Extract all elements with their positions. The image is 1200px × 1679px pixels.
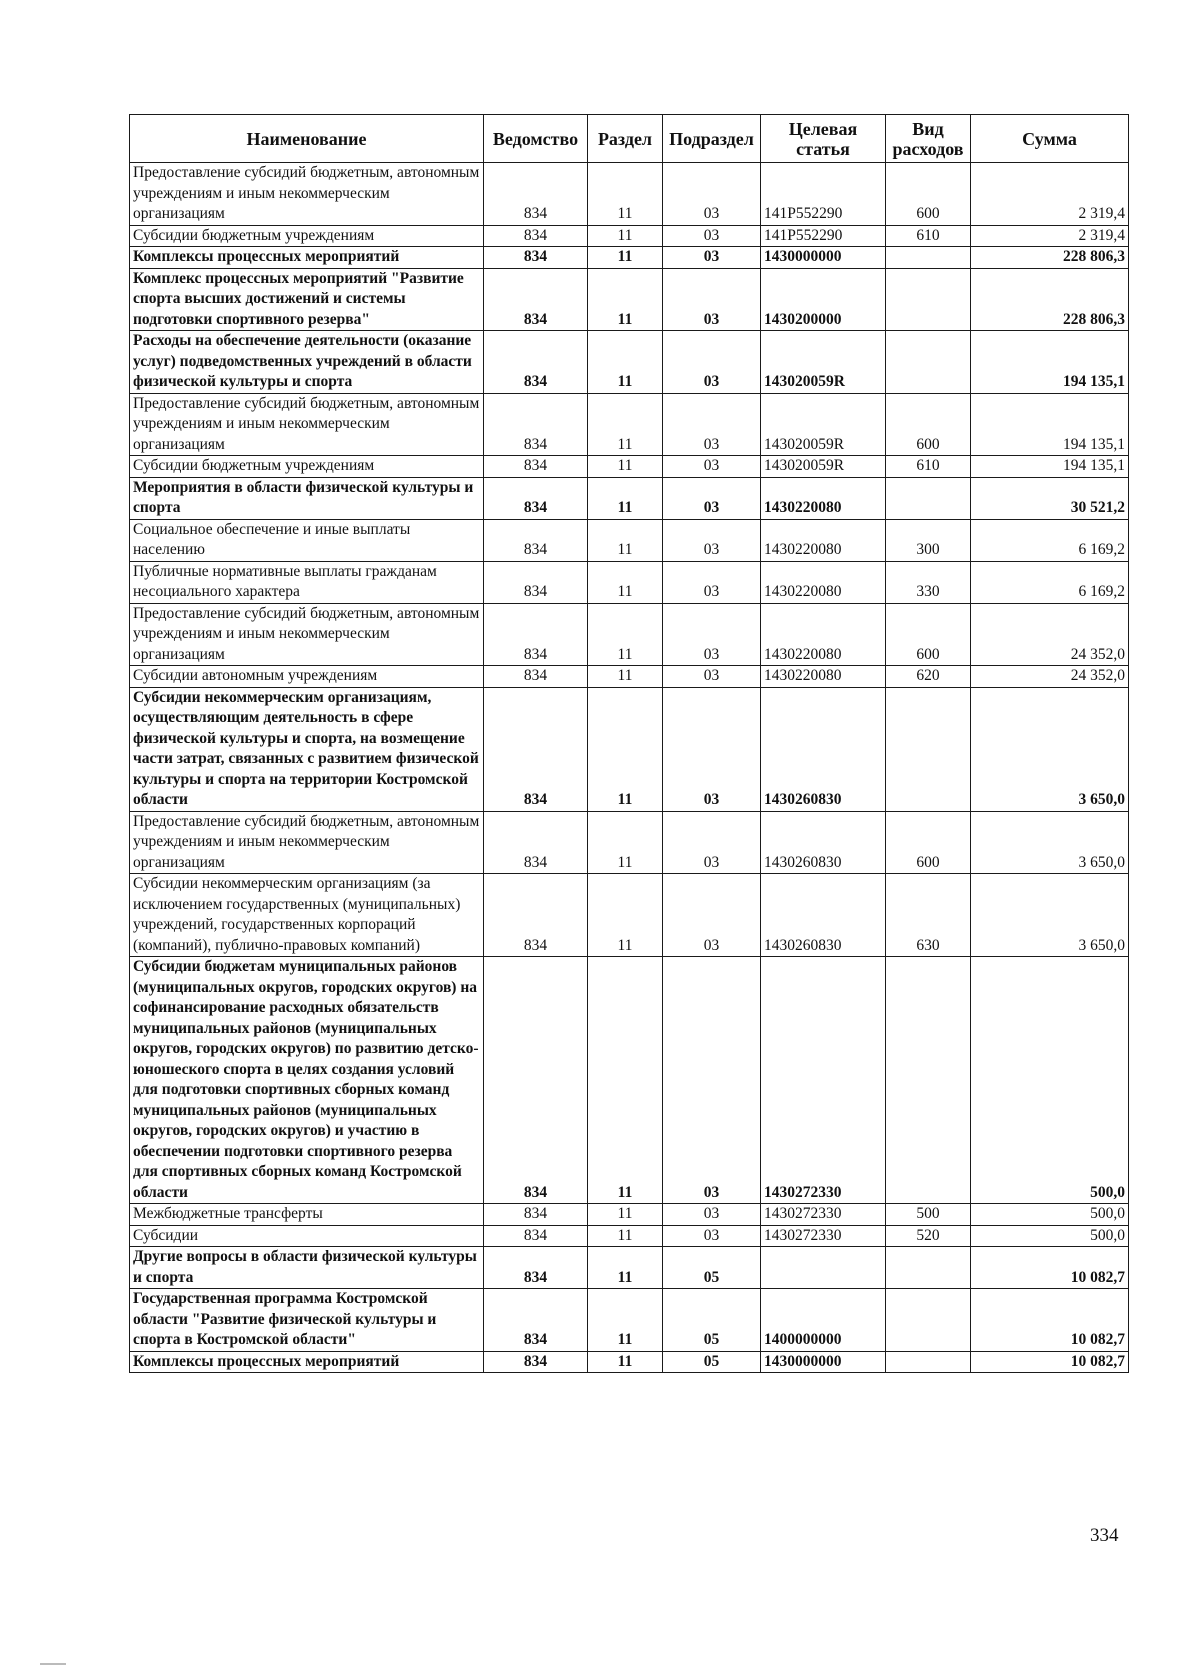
table-row (130, 477, 1129, 519)
table-header (130, 115, 1129, 163)
table-row (130, 1351, 1129, 1373)
cell-podrazdel: 03 (663, 811, 761, 874)
cell-vedomstvo: 834 (484, 603, 588, 666)
cell-vid: 630 (886, 874, 971, 957)
cell-vedomstvo: 834 (484, 163, 588, 226)
cell-celevaya: 1430220080 (761, 477, 886, 519)
cell-podrazdel: 03 (663, 519, 761, 561)
cell-name: Субсидии бюджетным учреждениям (130, 456, 484, 478)
cell-podrazdel: 03 (663, 268, 761, 331)
cell-name: Комплекс процессных мероприятий "Развитие спорта высших достижений и системы подготовки спортивного резерва" (130, 268, 484, 331)
table-row (130, 456, 1129, 478)
header-razdel: Раздел (588, 115, 663, 163)
cell-podrazdel: 03 (663, 603, 761, 666)
cell-vid: 610 (886, 225, 971, 247)
cell-celevaya: 1400000000 (761, 1289, 886, 1352)
cell-vid (886, 331, 971, 394)
cell-vid: 600 (886, 393, 971, 456)
cell-vedomstvo: 834 (484, 561, 588, 603)
cell-razdel: 11 (588, 561, 663, 603)
cell-razdel: 11 (588, 1351, 663, 1373)
cell-vedomstvo: 834 (484, 456, 588, 478)
cell-podrazdel: 03 (663, 687, 761, 811)
cell-name: Социальное обеспечение и иные выплаты населению (130, 519, 484, 561)
cell-razdel: 11 (588, 225, 663, 247)
cell-razdel: 11 (588, 811, 663, 874)
cell-vid (886, 957, 971, 1204)
cell-podrazdel: 03 (663, 957, 761, 1204)
cell-name: Государственная программа Костромской области "Развитие физической культуры и спорта в Костромской области" (130, 1289, 484, 1352)
cell-vedomstvo: 834 (484, 1225, 588, 1247)
cell-razdel: 11 (588, 393, 663, 456)
cell-vedomstvo: 834 (484, 874, 588, 957)
cell-celevaya: 1430272330 (761, 1225, 886, 1247)
cell-razdel: 11 (588, 957, 663, 1204)
cell-name: Межбюджетные трансферты (130, 1204, 484, 1226)
cell-vedomstvo: 834 (484, 519, 588, 561)
cell-summa: 30 521,2 (971, 477, 1129, 519)
cell-vedomstvo: 834 (484, 1204, 588, 1226)
cell-podrazdel: 05 (663, 1247, 761, 1289)
cell-podrazdel: 03 (663, 331, 761, 394)
table-row (130, 393, 1129, 456)
cell-summa: 24 352,0 (971, 603, 1129, 666)
cell-summa: 500,0 (971, 957, 1129, 1204)
cell-name: Субсидии (130, 1225, 484, 1247)
cell-name: Предоставление субсидий бюджетным, автономным учреждениям и иным некоммерческим организациям (130, 163, 484, 226)
cell-vedomstvo: 834 (484, 666, 588, 688)
cell-summa: 3 650,0 (971, 687, 1129, 811)
cell-celevaya: 143020059R (761, 393, 886, 456)
cell-summa: 2 319,4 (971, 225, 1129, 247)
cell-razdel: 11 (588, 456, 663, 478)
cell-celevaya: 1430220080 (761, 666, 886, 688)
table-row (130, 519, 1129, 561)
table-row (130, 268, 1129, 331)
cell-celevaya (761, 1247, 886, 1289)
table-row (130, 687, 1129, 811)
cell-vid (886, 687, 971, 811)
table-row (130, 163, 1129, 226)
cell-razdel: 11 (588, 687, 663, 811)
cell-podrazdel: 03 (663, 874, 761, 957)
cell-podrazdel: 03 (663, 456, 761, 478)
header-podrazdel: Подраздел (663, 115, 761, 163)
cell-podrazdel: 03 (663, 1225, 761, 1247)
cell-vid (886, 247, 971, 269)
cell-vedomstvo: 834 (484, 477, 588, 519)
cell-vedomstvo: 834 (484, 1289, 588, 1352)
cell-name: Комплексы процессных мероприятий (130, 1351, 484, 1373)
cell-vid: 300 (886, 519, 971, 561)
cell-name: Комплексы процессных мероприятий (130, 247, 484, 269)
cell-summa: 228 806,3 (971, 247, 1129, 269)
cell-podrazdel: 03 (663, 393, 761, 456)
cell-podrazdel: 03 (663, 666, 761, 688)
cell-name: Предоставление субсидий бюджетным, автономным учреждениям и иным некоммерческим организациям (130, 393, 484, 456)
cell-podrazdel: 03 (663, 477, 761, 519)
cell-vedomstvo: 834 (484, 331, 588, 394)
cell-podrazdel: 03 (663, 163, 761, 226)
cell-razdel: 11 (588, 331, 663, 394)
table-row (130, 225, 1129, 247)
cell-celevaya: 1430272330 (761, 957, 886, 1204)
cell-podrazdel: 03 (663, 225, 761, 247)
cell-summa: 3 650,0 (971, 811, 1129, 874)
cell-vedomstvo: 834 (484, 247, 588, 269)
cell-razdel: 11 (588, 666, 663, 688)
cell-summa: 194 135,1 (971, 456, 1129, 478)
cell-celevaya: 1430272330 (761, 1204, 886, 1226)
cell-razdel: 11 (588, 163, 663, 226)
cell-vid: 600 (886, 811, 971, 874)
cell-name: Субсидии бюджетным учреждениям (130, 225, 484, 247)
table-row (130, 247, 1129, 269)
header-summa: Сумма (971, 115, 1129, 163)
cell-razdel: 11 (588, 603, 663, 666)
cell-razdel: 11 (588, 247, 663, 269)
cell-summa: 194 135,1 (971, 393, 1129, 456)
cell-summa: 6 169,2 (971, 561, 1129, 603)
cell-name: Субсидии автономным учреждениям (130, 666, 484, 688)
cell-celevaya: 1430220080 (761, 561, 886, 603)
cell-celevaya: 141P552290 (761, 163, 886, 226)
cell-name: Предоставление субсидий бюджетным, автономным учреждениям и иным некоммерческим организациям (130, 811, 484, 874)
cell-vid (886, 1247, 971, 1289)
cell-razdel: 11 (588, 1247, 663, 1289)
cell-razdel: 11 (588, 874, 663, 957)
cell-celevaya: 1430220080 (761, 519, 886, 561)
cell-vid: 600 (886, 163, 971, 226)
cell-vid: 500 (886, 1204, 971, 1226)
cell-celevaya: 141P552290 (761, 225, 886, 247)
cell-vid (886, 1289, 971, 1352)
cell-summa: 3 650,0 (971, 874, 1129, 957)
cell-vid: 520 (886, 1225, 971, 1247)
header-name: Наименование (130, 115, 484, 163)
cell-summa: 24 352,0 (971, 666, 1129, 688)
cell-name: Предоставление субсидий бюджетным, автономным учреждениям и иным некоммерческим организациям (130, 603, 484, 666)
cell-vedomstvo: 834 (484, 687, 588, 811)
table-row (130, 603, 1129, 666)
cell-summa: 194 135,1 (971, 331, 1129, 394)
header-vedomstvo: Ведомство (484, 115, 588, 163)
table-row (130, 1247, 1129, 1289)
cell-summa: 500,0 (971, 1225, 1129, 1247)
cell-podrazdel: 03 (663, 1204, 761, 1226)
cell-podrazdel: 03 (663, 247, 761, 269)
cell-razdel: 11 (588, 1225, 663, 1247)
cell-celevaya: 1430000000 (761, 1351, 886, 1373)
cell-vid (886, 477, 971, 519)
cell-razdel: 11 (588, 477, 663, 519)
cell-podrazdel: 05 (663, 1289, 761, 1352)
cell-name: Субсидии некоммерческим организациям, осуществляющим деятельность в сфере физической культуры и спорта, на возмещение части затрат, связанных с развитием физической культуры и спорта на территории Костромской области (130, 687, 484, 811)
cell-summa: 10 082,7 (971, 1289, 1129, 1352)
cell-vid: 610 (886, 456, 971, 478)
cell-vedomstvo: 834 (484, 268, 588, 331)
table-row (130, 1289, 1129, 1352)
cell-celevaya: 1430260830 (761, 811, 886, 874)
cell-vid: 330 (886, 561, 971, 603)
cell-summa: 6 169,2 (971, 519, 1129, 561)
cell-celevaya: 143020059R (761, 331, 886, 394)
table-row (130, 666, 1129, 688)
table-body (130, 163, 1129, 1373)
cell-name: Мероприятия в области физической культуры и спорта (130, 477, 484, 519)
cell-celevaya: 143020059R (761, 456, 886, 478)
cell-celevaya: 1430220080 (761, 603, 886, 666)
cell-summa: 10 082,7 (971, 1351, 1129, 1373)
cell-name: Другие вопросы в области физической культуры и спорта (130, 1247, 484, 1289)
table-row (130, 957, 1129, 1204)
cell-summa: 228 806,3 (971, 268, 1129, 331)
cell-vedomstvo: 834 (484, 1351, 588, 1373)
cell-vedomstvo: 834 (484, 1247, 588, 1289)
table-row (130, 811, 1129, 874)
cell-name: Субсидии бюджетам муниципальных районов (муниципальных округов, городских округов) на софинансирование расходных обязательств муниципальных районов (муниципальных округов, городских округов) по развитию детско-юношеского спорта в целях создания условий для подготовки спортивных сборных команд муниципальных районов (муниципальных округов, городских округов) и участию в обеспечении подготовки спортивного резерва для спортивных сборных команд Костромской области (130, 957, 484, 1204)
cell-celevaya: 1430000000 (761, 247, 886, 269)
cell-razdel: 11 (588, 1289, 663, 1352)
cell-celevaya: 1430200000 (761, 268, 886, 331)
cell-vid: 600 (886, 603, 971, 666)
cell-name: Расходы на обеспечение деятельности (оказание услуг) подведомственных учреждений в области физической культуры и спорта (130, 331, 484, 394)
header-vid: Вид расходов (886, 115, 971, 163)
cell-razdel: 11 (588, 1204, 663, 1226)
table-row (130, 1204, 1129, 1226)
cell-celevaya: 1430260830 (761, 687, 886, 811)
cell-vedomstvo: 834 (484, 811, 588, 874)
budget-table (129, 114, 1129, 1373)
cell-vedomstvo: 834 (484, 393, 588, 456)
cell-celevaya: 1430260830 (761, 874, 886, 957)
cell-summa: 10 082,7 (971, 1247, 1129, 1289)
table-row (130, 561, 1129, 603)
header-celevaya: Целевая статья (761, 115, 886, 163)
table-row (130, 331, 1129, 394)
cell-vedomstvo: 834 (484, 957, 588, 1204)
table-row (130, 1225, 1129, 1247)
cell-vid (886, 268, 971, 331)
cell-vedomstvo: 834 (484, 225, 588, 247)
cell-vid (886, 1351, 971, 1373)
page-number: 334 (1090, 1525, 1119, 1546)
scan-artifact (40, 1663, 66, 1665)
cell-summa: 2 319,4 (971, 163, 1129, 226)
cell-razdel: 11 (588, 519, 663, 561)
cell-name: Субсидии некоммерческим организациям (за исключением государственных (муниципальных) учреждений, государственных корпораций (компаний), публично-правовых компаний) (130, 874, 484, 957)
cell-razdel: 11 (588, 268, 663, 331)
cell-podrazdel: 03 (663, 561, 761, 603)
table-row (130, 874, 1129, 957)
cell-name: Публичные нормативные выплаты гражданам несоциального характера (130, 561, 484, 603)
cell-summa: 500,0 (971, 1204, 1129, 1226)
cell-vid: 620 (886, 666, 971, 688)
cell-podrazdel: 05 (663, 1351, 761, 1373)
